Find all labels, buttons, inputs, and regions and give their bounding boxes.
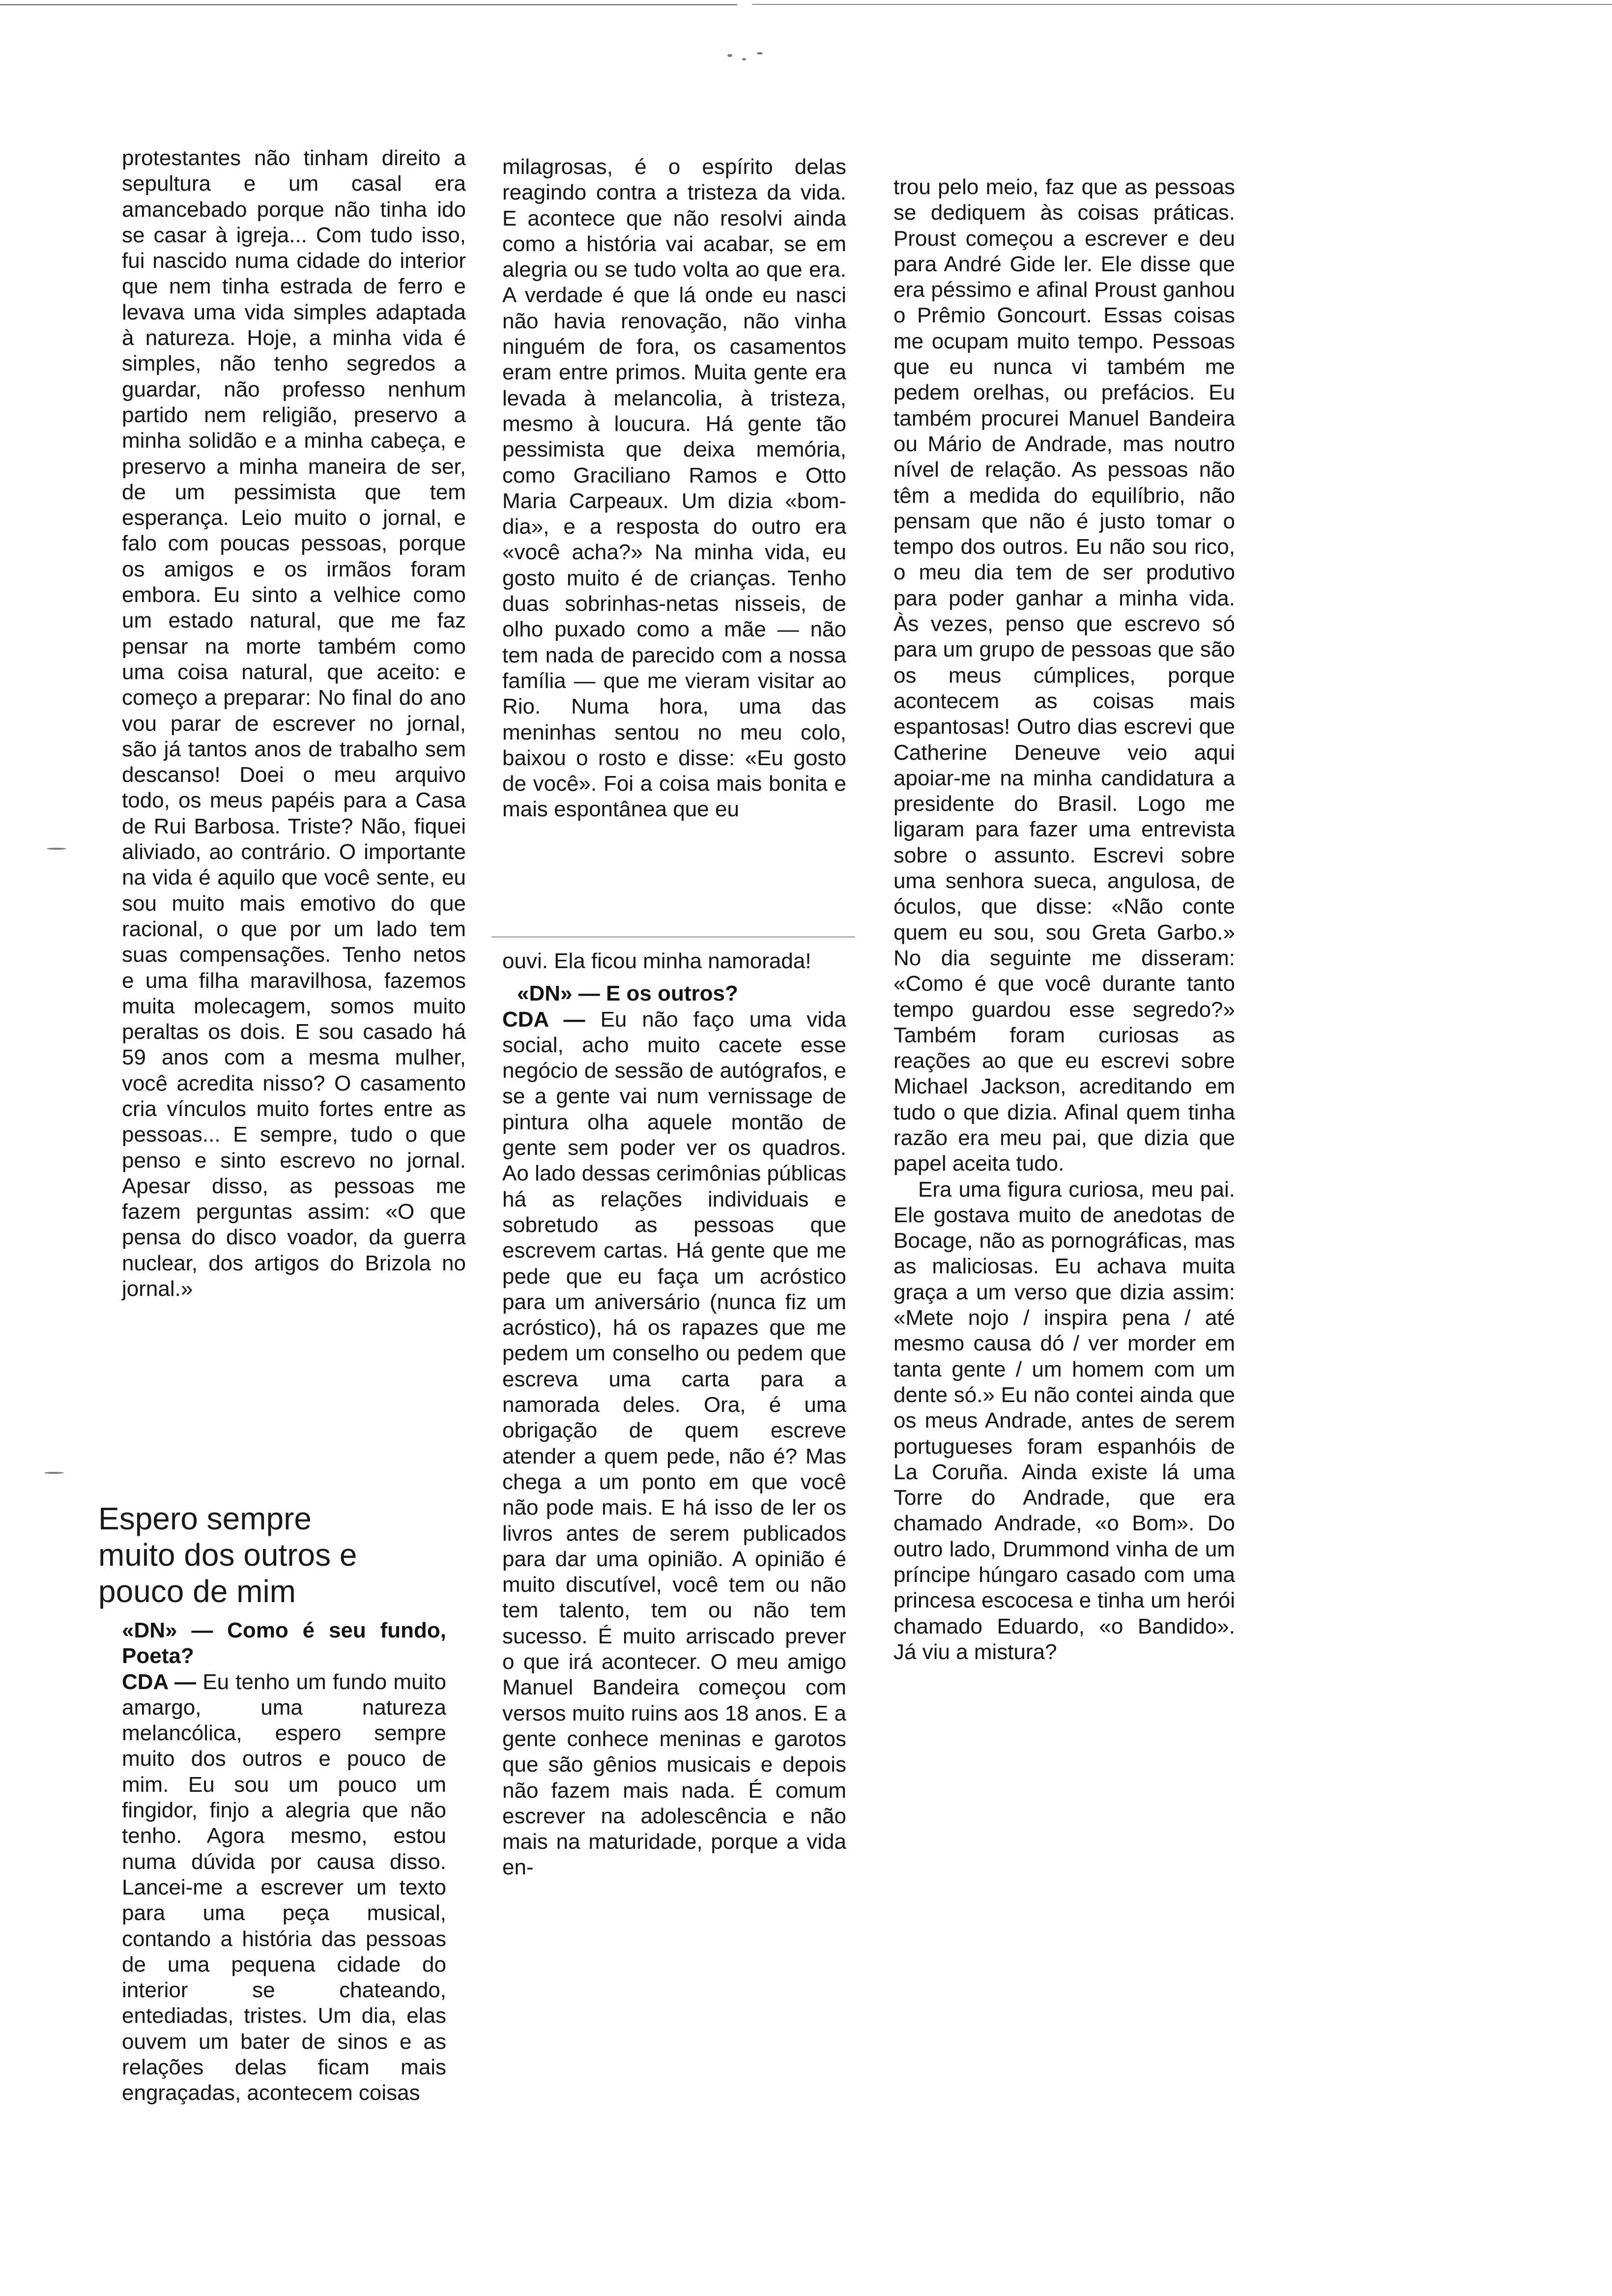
answer-text: Eu tenho um fundo muito amargo, uma natureza melancólica, espero sempre muito dos outros e pouco de mim. Eu sou um pouco um fingidor, finjo a alegria que não tenho. Agora mesmo, estou numa dúvida por causa disso. Lancei-me a escrever um texto para uma peça musical, contando a história das pessoas de uma pequena cidade do interior se chateando, entediadas, tristes. Um dia, elas ouvem um bater de sinos e as relações delas ficam mais engraçadas, acontecem coisas <box>122 1669 446 2105</box>
interview-question: «DN» — Como é seu fundo, Poeta? <box>122 1618 446 1668</box>
scan-speck <box>742 58 746 60</box>
column-1-intro-text: protestantes não tinham direito a sepultura e um casal era amancebado porque não tinha ido se casar à igreja... Com tudo isso, fui nascido numa cidade do interior que nem tinha estrada de ferro e levava uma vida simples adaptada à natureza. Hoje, a minha vida é simples, não tenho segredos a guardar, não professo nenhum partido nem religião, preservo a minha solidão e a minha cabeça, e preservo a minha maneira de ser, de um pessimista que tem esperança. Leio muito o jornal, e falo com poucas pessoas, porque os amigos e os irmãos foram embora. Eu sinto a velhice como um estado natural, que me faz pensar na morte também como uma coisa natural, que aceito: e começo a preparar: No final do ano vou parar de escrever no jornal, são já tantos anos de trabalho sem descanso! Doei o meu arquivo todo, os meus papéis para a Casa de Rui Barbosa. Triste? Não, fiquei aliviado, ao contrário. O importante na vida é aquilo que você sente, eu sou muito mais emotivo do que racional, o que por um lado tem suas compensações. Tenho netos e uma filha maravilhosa, fazemos muita molecagem, somos muito peraltas os dois. E sou casado há 59 anos com a mesma mulher, você acredita nisso? O casamento cria vínculos muito fortes entre as pessoas... E sempre, tudo o que penso e sinto escrevo no jornal. Apesar disso, as pessoas me fazem perguntas assim: «O que pensa do disco voador, da guerra nuclear, dos artigos do Brizola no jornal.» <box>122 146 466 1301</box>
scan-speck <box>727 54 732 57</box>
interview-answer <box>122 1669 446 2106</box>
column-3 <box>893 174 1235 1665</box>
top-edge-rule <box>0 4 737 5</box>
scan-speck <box>757 52 763 55</box>
column-1-intro <box>122 145 466 1302</box>
answer-lead: CDA — <box>502 1007 585 1032</box>
column-2-bottom <box>502 948 846 1881</box>
top-edge-rule-right <box>752 4 1612 5</box>
column-1-qa <box>122 1618 446 2106</box>
scan-speck <box>47 848 66 850</box>
column-3-text-a: trou pelo meio, faz que as pessoas se dediquem às coisas práticas. Proust começou a escrever e deu para André Gide ler. Ele disse que era péssimo e afinal Proust ganhou o Prêmio Goncourt. Essas coisas me ocupam muito tempo. Pessoas que eu nunca vi também me pedem orelhas, ou prefácios. Eu também procurei Manuel Bandeira ou Mário de Andrade, mas noutro nível de relação. As pessoas não têm a medida do equilíbrio, não pensam que não é justo tomar o tempo dos outros. Eu não sou rico, o meu dia tem de ser produtivo para poder ganhar a minha vida. Às vezes, penso que escrevo só para um grupo de pessoas que são os meus cúmplices, porque acontecem as coisas mais espantosas! Outro dias escrevi que Catherine Deneuve veio aqui apoiar-me na minha candidatura a presidente do Brasil. Logo me ligaram para fazer uma entrevista sobre o assunto. Escrevi sobre uma senhora sueca, angulosa, de óculos, que disse: «Não conte quem eu sou, sou Greta Garbo.» No dia seguinte me disseram: «Como é que você durante tanto tempo guardou esse segredo?» Também foram curiosas as reações ao que eu escrevi sobre Michael Jackson, acreditando em tudo o que dizia. Afinal quem tinha razão era meu pai, que dizia que papel aceita tudo. <box>893 175 1235 1176</box>
answer-lead: CDA — <box>122 1669 196 1694</box>
scan-line <box>491 936 855 938</box>
interview-answer <box>502 1007 846 1881</box>
answer-text: Eu não faço uma vida social, acho muito cacete esse negócio de sessão de autógrafos, e se a gente vai num vernissage de pintura olha aquele montão de gente sem poder ver os quadros. Ao lado dessas cerimônias públicas há as relações individuais e sobretudo as pessoas que escrevem cartas. Há gente que me pede que eu faça um acróstico para um aniversário (nunca fiz um acróstico), há os rapazes que me pedem um conselho ou pedem que escreva uma carta para a namorada deles. Ora, é uma obrigação de quem escreve atender a quem pede, não é? Mas chega a um ponto em que você não pode mais. E há isso de ler os livros antes de serem publicados para dar uma opinião. A opinião é muito discutível, você tem ou não tem talento, tem ou não tem sucesso. É muito arriscado prever o que irá acontecer. O meu amigo Manuel Bandeira começou com versos muito ruins aos 18 anos. E a gente conhece meninas e garotos que são gênios musicais e depois não fazem mais nada. É comum escrever na adolescência e não mais na maturidade, porque a vida en- <box>502 1007 846 1880</box>
column-2-text-a: milagrosas, é o espírito delas reagindo contra a tristeza da vida. E acontece que não resolvi ainda como a história vai acabar, se em alegria ou se tudo volta ao que era. A verdade é que lá onde eu nasci não havia renovação, não vinha ninguém de fora, os casamentos eram entre primos. Muita gente era levada à melancolia, à tristeza, mesmo à loucura. Há gente tão pessimista que deixa memória, como Graciliano Ramos e Otto Maria Carpeaux. Um dizia «bom-dia», e a resposta do outro era «você acha?» Na minha vida, eu gosto muito é de crianças. Tenho duas sobrinhas-netas nisseis, de olho puxado como a mãe — não tem nada de parecido com a nossa família — que me vieram visitar ao Rio. Numa hora, uma das meninhas sentou no meu colo, baixou o rosto e disse: «Eu gosto de você». Foi a coisa mais bonita e mais espontânea que eu <box>502 155 846 822</box>
column-2-text-b: ouvi. Ela ficou minha namorada! <box>502 949 811 973</box>
column-3-text-b: Era uma figura curiosa, meu pai. Ele gostava muito de anedotas de Bocage, não as pornográficas, mas as maliciosas. Eu achava muita graça a um verso que dizia assim: «Mete nojo / inspira pena / até mesmo causa dó / ver morder em tanta gente / um homem com um dente só.» Eu não contei ainda que os meus Andrade, antes de serem portugueses foram espanhóis de La Coruña. Ainda existe lá uma Torre do Andrade, que era chamado Andrade, «o Bom». Do outro lado, Drummond vinha de um príncipe húngaro casado com uma princesa escocesa e tinha um herói chamado Eduardo, «o Bandido». Já viu a mistura? <box>893 1177 1235 1664</box>
section-heading: Espero sempre muito dos outros e pouco de mim <box>98 1501 357 1609</box>
interview-question: «DN» — E os outros? <box>517 981 738 1006</box>
scan-speck <box>44 1472 64 1474</box>
column-2-top <box>502 154 846 823</box>
